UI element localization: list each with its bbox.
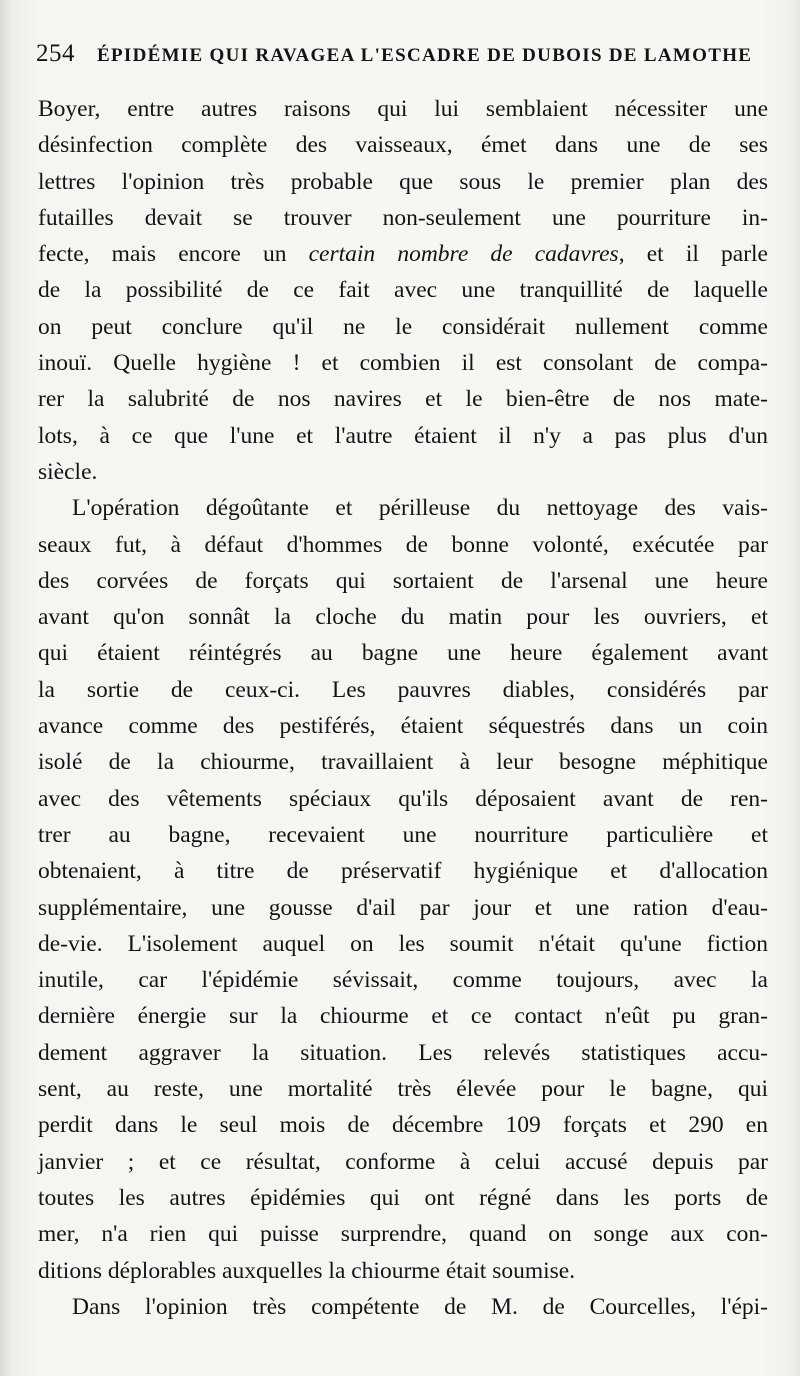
italic-phrase: certain nombre de cadavres [308,241,619,268]
text-line: dement aggraver la situation. Les relevés statistiques accu- [38,1039,768,1066]
text-line: désinfection complète des vaisseaux, émet dans une de ses [38,132,768,159]
text-line: ditions déplorables auxquelles la chiourme était soumise. [38,1257,576,1284]
text-line: janvier ; et ce résultat, conforme à celui accusé depuis par [38,1148,768,1175]
text-line: seaux fut, à défaut d'hommes de bonne volonté, exécutée par [38,531,768,558]
page-header [36,40,766,80]
text-line: sent, au reste, une mortalité très élevée pour le bagne, qui [38,1076,768,1103]
text-line: avec des vêtements spéciaux qu'ils déposaient avant de ren- [38,785,768,812]
paragraph-2 [38,490,768,1289]
paragraph-3 [38,1289,768,1325]
text-line: qui étaient réintégrés au bagne une heure également avant [38,640,768,667]
text-line: lettres l'opinion très probable que sous le premier plan des [38,168,768,195]
text-line-with-italic [38,236,768,272]
text-line: avant qu'on sonnât la cloche du matin pour les ouvriers, et [38,604,768,631]
line-text-after-italic: , et il parle [618,241,768,268]
text-line: mer, n'a rien qui puisse surprendre, quand on songe aux con- [38,1221,768,1248]
text-line: inouï. Quelle hygiène ! et combien il est consolant de compa- [38,350,768,377]
text-line: L'opération dégoûtante et périlleuse du nettoyage des vais- [72,495,768,522]
text-line: perdit dans le seul mois de décembre 109 forçats et 290 en [38,1112,768,1139]
paragraph-1 [38,91,768,490]
text-line: obtenaient, à titre de préservatif hygiénique et d'allocation [38,858,768,885]
text-line: avance comme des pestiférés, étaient séquestrés dans un coin [38,713,768,740]
text-line: rer la salubrité de nos navires et le bien-être de nos mate- [38,386,768,413]
text-line: futailles devait se trouver non-seulement une pourriture in- [38,204,768,231]
text-line: isolé de la chiourme, travaillaient à leur besogne méphitique [38,749,768,776]
text-line: trer au bagne, recevaient une nourriture particulière et [38,821,768,848]
line-text-before-italic: fecte, mais encore un [38,241,309,268]
text-line: siècle. [38,458,98,485]
text-line: la sortie de ceux-ci. Les pauvres diables, considérés par [38,676,768,703]
text-line: lots, à ce que l'une et l'autre étaient il n'y a pas plus d'un [38,422,768,449]
text-line: toutes les autres épidémies qui ont régné dans les ports de [38,1184,768,1211]
page-number: 254 [36,40,75,67]
running-title: ÉPIDÉMIE QUI RAVAGEA L'ESCADRE DE DUBOIS DE LAMOTHE [97,45,753,66]
text-line: Dans l'opinion très compétente de M. de Courcelles, l'épi- [72,1293,768,1320]
text-line: inutile, car l'épidémie sévissait, comme toujours, avec la [38,967,768,994]
text-line: on peut conclure qu'il ne le considérait nullement comme [38,313,768,340]
text-line: des corvées de forçats qui sortaient de l'arsenal une heure [38,567,768,594]
body-text [38,91,768,1325]
text-line: de la possibilité de ce fait avec une tranquillité de laquelle [38,277,768,304]
text-line: de-vie. L'isolement auquel on les soumit n'était qu'une fiction [38,930,768,957]
text-line: supplémentaire, une gousse d'ail par jour et une ration d'eau- [38,894,768,921]
text-line: dernière énergie sur la chiourme et ce contact n'eût pu gran- [38,1003,768,1030]
text-line: Boyer, entre autres raisons qui lui semblaient nécessiter une [38,96,768,122]
